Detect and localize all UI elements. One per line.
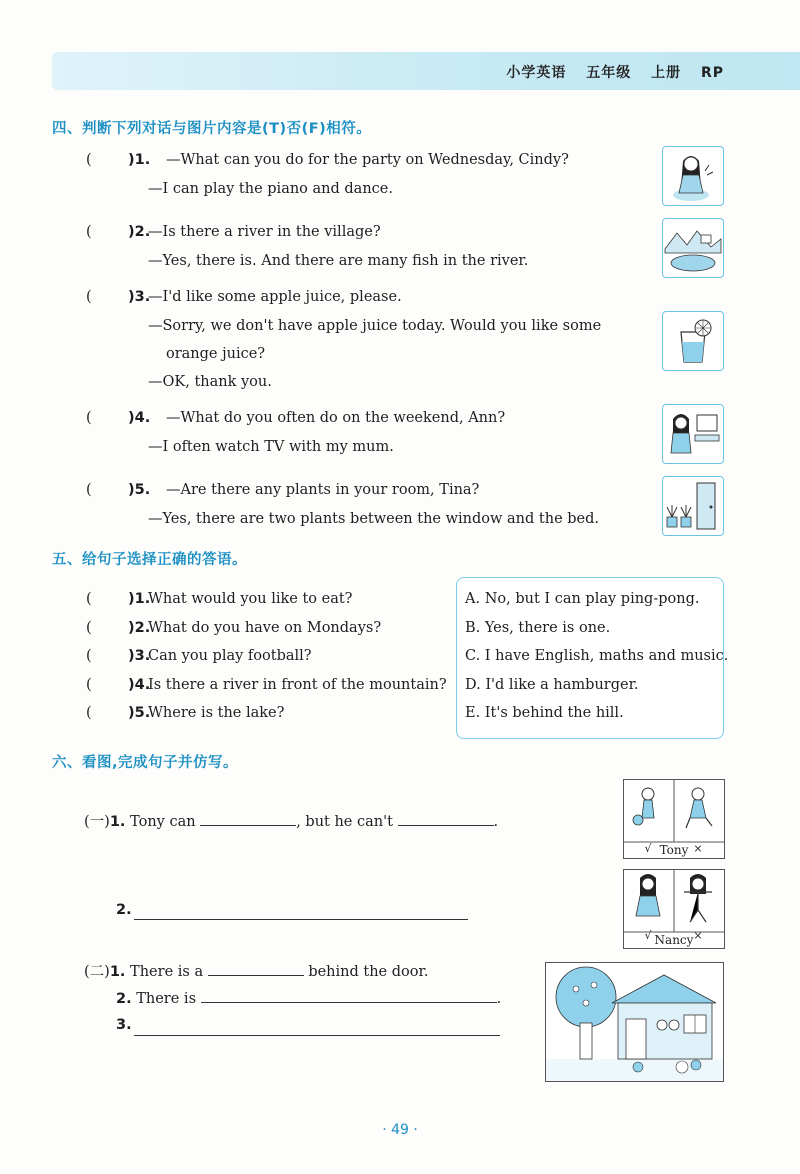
header-term: 上册: [651, 65, 682, 81]
answer-paren: (: [86, 591, 92, 607]
check-mark: √: [644, 929, 652, 942]
dialogue-line: —Is there a river in the village?: [148, 224, 381, 240]
answer-blank[interactable]: [208, 961, 304, 976]
question-text: Can you play football?: [148, 648, 312, 664]
sentence-text: .: [496, 991, 502, 1007]
question-text: Where is the lake?: [148, 705, 285, 721]
dialogue-line: —Yes, there are two plants between the window and the bed.: [148, 511, 600, 527]
question-text: What would you like to eat?: [148, 591, 353, 607]
girl-piano-drawing: [663, 147, 723, 205]
answer-paren: (: [86, 289, 92, 305]
section-6-title: 六、看图,完成句子并仿写。: [52, 755, 239, 771]
nancy-caption: Nancy: [654, 933, 694, 947]
check-mark: √: [644, 842, 652, 855]
part-2-label: (二): [84, 964, 110, 980]
answer-blank[interactable]: [398, 811, 494, 826]
answer-option-d: D. I'd like a hamburger.: [465, 677, 639, 693]
question-number: )2.: [128, 620, 151, 636]
dialogue-line: —I'd like some apple juice, please.: [148, 289, 402, 305]
cross-mark: ×: [693, 842, 703, 855]
question-number: )3.: [128, 648, 151, 664]
tony-caption: Tony: [659, 843, 689, 857]
answer-paren: (: [86, 677, 92, 693]
dialogue-line: —What can you do for the party on Wednesday, Cindy?: [166, 152, 569, 168]
house-tree-drawing: [546, 963, 723, 1081]
answer-paren: (: [86, 410, 92, 426]
part-1-label: (一): [84, 814, 110, 830]
girl-computer-picture: [662, 404, 724, 464]
dialogue-line: —Sorry, we don't have apple juice today. Would you like some: [148, 318, 602, 334]
question-number: )4.: [128, 410, 151, 426]
question-number: 2.: [116, 902, 132, 918]
sentence-text: behind the door.: [308, 964, 429, 980]
section-4-title: 四、判断下列对话与图片内容是(T)否(F)相符。: [52, 121, 372, 137]
orange-juice-picture: [662, 311, 724, 371]
dialogue-line: —I often watch TV with my mum.: [148, 439, 394, 455]
girl-computer-drawing: [663, 405, 723, 463]
plants-room-drawing: [663, 477, 723, 535]
question-number: )3.: [128, 289, 151, 305]
sentence-text: .: [493, 814, 499, 830]
house-tree-picture: [545, 962, 724, 1082]
sentence-text: There is: [136, 991, 197, 1007]
part-1-line-1: [84, 810, 498, 831]
girl-piano-picture: [662, 146, 724, 206]
question-number: 1.: [109, 964, 126, 980]
answer-paren: (: [86, 482, 92, 498]
question-number: 3.: [116, 1017, 132, 1033]
question-number: 2.: [116, 991, 132, 1007]
dialogue-line: —OK, thank you.: [148, 374, 272, 390]
answer-option-b: B. Yes, there is one.: [465, 620, 611, 636]
question-text: Is there a river in front of the mountain?: [148, 677, 447, 693]
answer-paren: (: [86, 620, 92, 636]
answer-option-a: A. No, but I can play ping-pong.: [465, 591, 700, 607]
village-lake-drawing: [663, 219, 723, 277]
question-number: 1.: [109, 814, 126, 830]
answer-line[interactable]: [134, 901, 468, 920]
dialogue-line: —Yes, there is. And there are many fish in the river.: [148, 253, 529, 269]
section-5-title: 五、给句子选择正确的答语。: [52, 552, 247, 568]
question-text: What do you have on Mondays?: [148, 620, 382, 636]
plants-room-picture: [662, 476, 724, 536]
dialogue-line: —What do you often do on the weekend, Ann?: [166, 410, 506, 426]
answer-blank[interactable]: [200, 811, 296, 826]
question-number: )5.: [128, 705, 151, 721]
village-lake-picture: [662, 218, 724, 278]
sentence-text: There is a: [130, 964, 204, 980]
sentence-text: Tony can: [130, 814, 196, 830]
question-number: )4.: [128, 677, 151, 693]
part-2-line-2: [116, 988, 501, 1007]
dialogue-line: —I can play the piano and dance.: [148, 181, 393, 197]
answer-option-c: C. I have English, maths and music.: [465, 648, 729, 664]
dialogue-line: —Are there any plants in your room, Tina?: [166, 482, 480, 498]
answer-paren: (: [86, 152, 92, 168]
header-edition: RP: [700, 65, 724, 81]
answer-option-e: E. It's behind the hill.: [465, 705, 624, 721]
part-2-line-1: [84, 960, 428, 981]
question-number: )2.: [128, 224, 151, 240]
answer-paren: (: [86, 648, 92, 664]
dialogue-line: orange juice?: [166, 346, 266, 362]
sentence-text: , but he can't: [296, 814, 393, 830]
question-number: )1.: [128, 591, 151, 607]
cross-mark: ×: [693, 929, 703, 942]
header-subject: 小学英语: [506, 65, 567, 81]
question-number: )1.: [128, 152, 151, 168]
answer-blank[interactable]: [201, 988, 497, 1003]
question-number: )5.: [128, 482, 151, 498]
page-number: · 49 ·: [382, 1122, 418, 1138]
orange-juice-drawing: [663, 312, 723, 370]
answer-paren: (: [86, 705, 92, 721]
answer-line[interactable]: [134, 1017, 500, 1036]
book-header: [492, 62, 724, 82]
answer-paren: (: [86, 224, 92, 240]
header-grade: 五年级: [586, 65, 632, 81]
